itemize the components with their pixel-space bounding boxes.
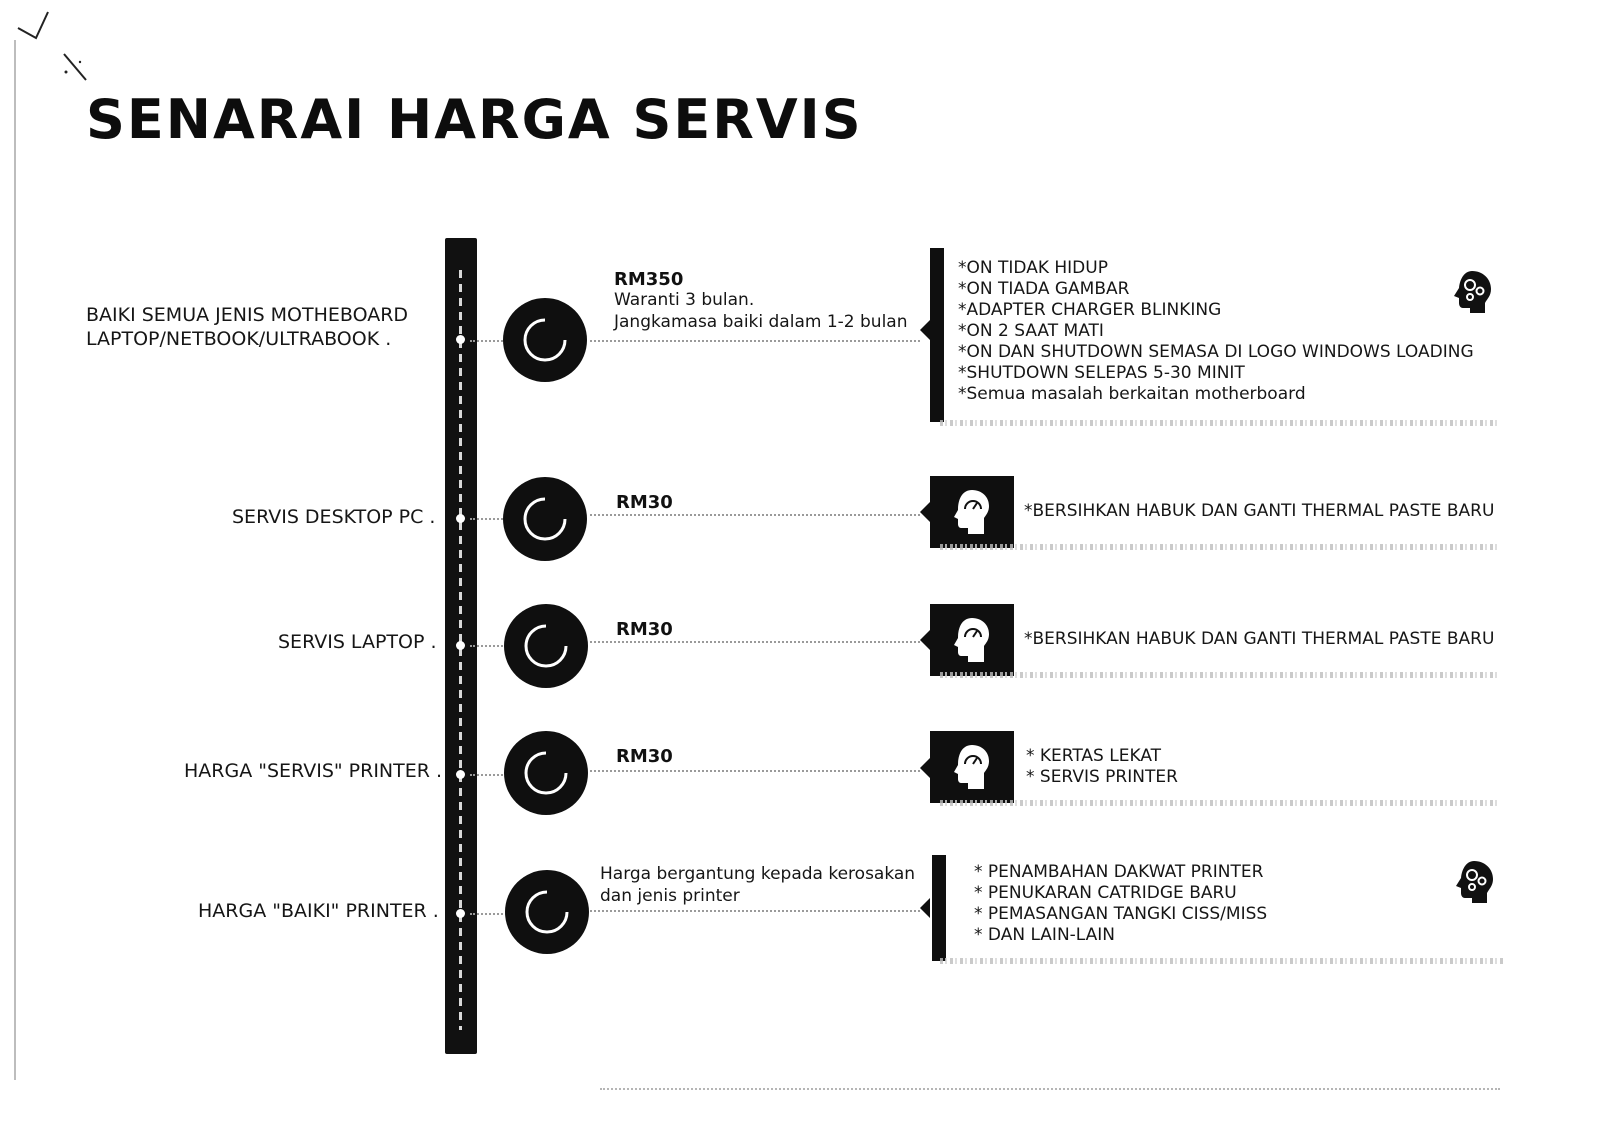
note-printer-type: dan jenis printer [600, 886, 740, 906]
connector-line [590, 340, 920, 342]
list-item: * PENAMBAHAN DAKWAT PRINTER [974, 862, 1264, 882]
details-printer-repair [974, 862, 1267, 946]
service-label-printer-service: HARGA "SERVIS" PRINTER . [184, 760, 443, 782]
pointer-arrow [920, 320, 930, 340]
list-item: *ADAPTER CHARGER BLINKING [958, 300, 1222, 320]
pointer-arrow [920, 758, 930, 778]
page-title: SENARAI HARGA SERVIS [86, 88, 863, 151]
connector-line [470, 913, 510, 915]
connector-line [590, 641, 920, 643]
row-divider [940, 672, 1500, 678]
notes-motherboard [614, 289, 907, 333]
notes-printer-repair [600, 863, 915, 907]
details-printer-service [1026, 746, 1178, 788]
list-item: *ON DAN SHUTDOWN SEMASA DI LOGO WINDOWS LOADING [958, 342, 1474, 362]
list-item: *Semua masalah berkaitan motherboard [958, 384, 1306, 404]
list-item: * SERVIS PRINTER [1026, 767, 1178, 787]
list-item: *ON TIDAK HIDUP [958, 258, 1108, 278]
timeline-dot [456, 514, 465, 523]
detail-bar [930, 248, 944, 422]
service-label-desktop: SERVIS DESKTOP PC . [232, 506, 436, 528]
price-laptop: RM30 [616, 619, 673, 640]
note-duration: Jangkamasa baiki dalam 1-2 bulan [614, 312, 908, 332]
service-label-motherboard: BAIKI SEMUA JENIS MOTHEBOARD LAPTOP/NETBOOK/ULTRABOOK . [86, 304, 409, 350]
detail-bar [932, 855, 946, 961]
price-motherboard: RM350 [614, 269, 684, 290]
timeline-dot [456, 335, 465, 344]
timeline-dot [456, 770, 465, 779]
timeline-dot [456, 641, 465, 650]
timeline-circle-icon [505, 870, 589, 954]
list-item: *ON 2 SAAT MATI [958, 321, 1104, 341]
list-item: *SHUTDOWN SELEPAS 5-30 MINIT [958, 363, 1245, 383]
pointer-arrow [920, 502, 930, 522]
row-divider [940, 420, 1500, 426]
list-item: * PENUKARAN CATRIDGE BARU [974, 883, 1237, 903]
list-item: * DAN LAIN-LAIN [974, 925, 1116, 945]
list-item: *ON TIADA GAMBAR [958, 279, 1130, 299]
bottom-rule [600, 1088, 1500, 1091]
pointer-arrow [920, 898, 930, 918]
page-left-border [14, 40, 16, 1080]
connector-line [590, 770, 920, 772]
head-gauge-icon [930, 731, 1014, 803]
row-divider [940, 958, 1505, 964]
timeline-circle-icon [504, 604, 588, 688]
list-item: * KERTAS LEKAT [1026, 746, 1162, 766]
price-desktop: RM30 [616, 492, 673, 513]
service-label-laptop: SERVIS LAPTOP . [278, 631, 437, 653]
timeline-dot [456, 909, 465, 918]
note-price-depends: Harga bergantung kepada kerosakan [600, 864, 916, 884]
gear-head-icon [1450, 268, 1494, 316]
list-item: * PEMASANGAN TANGKI CISS/MISS [974, 904, 1268, 924]
timeline-circle-icon [503, 477, 587, 561]
timeline-circle-icon [503, 298, 587, 382]
row-divider [940, 800, 1500, 806]
service-label-printer-repair: HARGA "BAIKI" PRINTER . [198, 900, 439, 922]
note-warranty: Waranti 3 bulan. [614, 290, 755, 310]
head-gauge-icon [930, 476, 1014, 548]
detail-laptop: *BERSIHKAN HABUK DAN GANTI THERMAL PASTE BARU [1024, 629, 1495, 649]
pointer-arrow [920, 630, 930, 650]
gear-head-icon [1452, 858, 1496, 906]
row-divider [940, 544, 1500, 550]
connector-line [590, 910, 920, 912]
details-motherboard [958, 258, 1474, 405]
timeline-circle-icon [504, 731, 588, 815]
detail-desktop: *BERSIHKAN HABUK DAN GANTI THERMAL PASTE BARU [1024, 501, 1495, 521]
price-printer-service: RM30 [616, 746, 673, 767]
connector-line [590, 514, 920, 516]
head-gauge-icon [930, 604, 1014, 676]
